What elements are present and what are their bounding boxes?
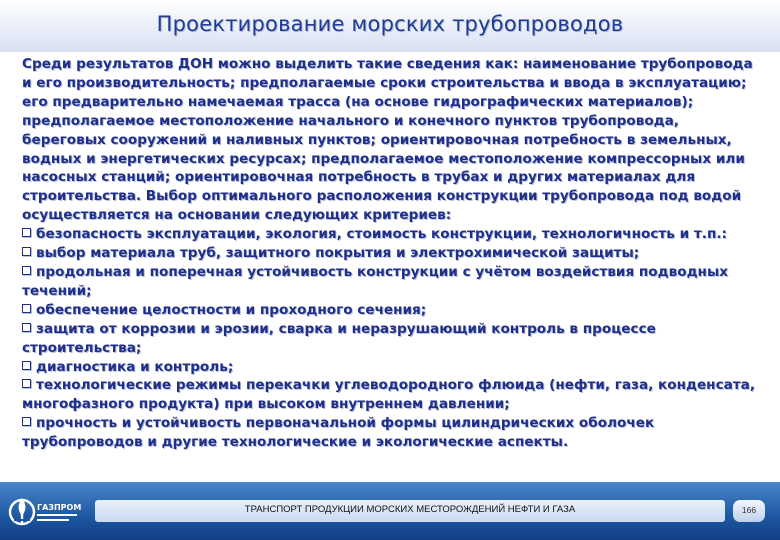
- hollow-square-bullet-icon: [22, 323, 31, 332]
- criteria-item: [22, 414, 762, 452]
- criteria-item: [22, 301, 762, 320]
- title-bar: [0, 0, 780, 52]
- hollow-square-bullet-icon: [22, 247, 31, 256]
- criteria-item-text: безопасность эксплуатации, экология, стоимость конструкции, технологичность и т.п.:: [36, 226, 727, 243]
- gazprom-logo: [6, 490, 84, 532]
- hollow-square-bullet-icon: [22, 417, 31, 426]
- criteria-item-text: выбор материала труб, защитного покрытия и электрохимической защиты;: [36, 245, 640, 262]
- criteria-item: [22, 225, 762, 244]
- page-number: 166: [741, 505, 757, 515]
- slide-body: [22, 55, 762, 452]
- footer-label: ТРАНСПОРТ ПРОДУКЦИИ МОРСКИХ МЕСТОРОЖДЕНИЙ НЕФТИ И ГАЗА: [244, 504, 576, 515]
- hollow-square-bullet-icon: [22, 266, 31, 275]
- hollow-square-bullet-icon: [22, 228, 31, 237]
- criteria-item: [22, 358, 762, 377]
- criteria-item: [22, 263, 762, 301]
- footer-label-box: [95, 500, 725, 522]
- slide-title: Проектирование морских трубопроводов: [156, 12, 624, 36]
- criteria-item-text: защита от коррозии и эрозии, сварка и неразрушающий контроль в процессе строительства;: [22, 320, 656, 356]
- criteria-list: [22, 225, 762, 452]
- criteria-item: [22, 320, 762, 358]
- criteria-item-text: технологические режимы перекачки углеводородного флюида (нефти, газа, конденсата, многофазного продукта) при высоком внутреннем давлении;: [22, 377, 756, 413]
- criteria-item-text: прочность и устойчивость первоначальной формы цилиндрических оболочек трубопроводов и другие технологические и экологические аспекты.: [22, 415, 655, 451]
- hollow-square-bullet-icon: [22, 304, 31, 313]
- criteria-item-text: продольная и поперечная устойчивость конструкции с учётом воздействия подводных течений;: [22, 263, 729, 299]
- hollow-square-bullet-icon: [22, 379, 31, 388]
- intro-paragraph: Среди результатов ДОН можно выделить такие сведения как: наименование трубопровода и его производительность; предполагаемые сроки строительства и ввода в эксплуатацию; его предварительно намечаемая трасса (на основе гидрографических материалов); предполагаемое местоположение начального и конечного пунктов трубопровода, береговых сооружений и наливных пунктов; ориентировочная потребность в земельных, водных и энергетических ресурсах; предполагаемое местоположение компрессорных или насосных станций; ориентировочная потребность в трубах и других материалах для строительства. Выбор оптимального расположения конструкции трубопровода под водой осуществляется на основании следующих критериев:: [22, 56, 753, 224]
- criteria-item-text: обеспечение целостности и проходного сечения;: [36, 301, 427, 318]
- criteria-item-text: диагностика и контроль;: [36, 358, 234, 375]
- logo-text: ГАЗПРОМ: [37, 503, 82, 512]
- criteria-item: [22, 376, 762, 414]
- hollow-square-bullet-icon: [22, 361, 31, 370]
- criteria-item: [22, 244, 762, 263]
- page-number-badge: [733, 500, 765, 522]
